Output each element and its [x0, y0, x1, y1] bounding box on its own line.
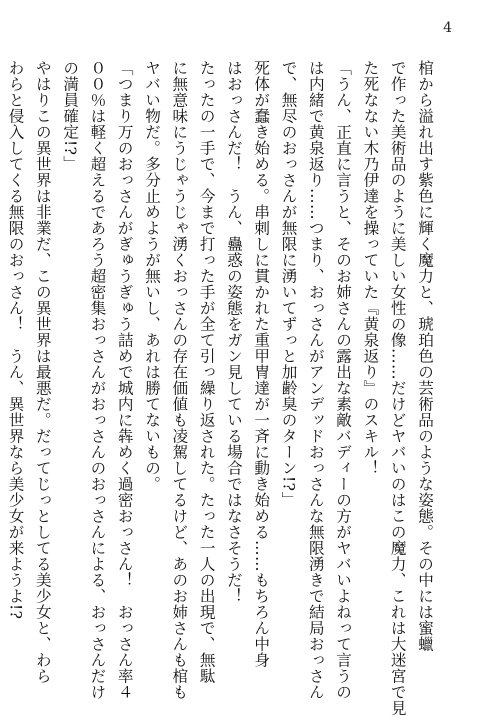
vertical-text-body — [0, 60, 438, 716]
text-line: ヤバい物だ。多分止めようが無いし、あれは勝てないもの。 — [143, 60, 162, 492]
text-line: ００％は軽く超えるであろう超密集おっさんがおっさんのおっさんによる、おっさんだけ — [88, 60, 107, 700]
text-line: で、無尽のおっさんが無限に湧いてずっと加齢臭のターン!?」 — [279, 60, 298, 508]
text-line: で作った美術品のように美しい女性の像……だけどヤバいのはこの魔力、これは大迷宮で見 — [388, 60, 407, 716]
text-line: わらと侵入してくる無限のおっさん！ うん、異世界なら美少女が来ようよ!? — [6, 60, 25, 620]
text-line: た死なない木乃伊達を操っていた『黄泉返り』のスキル！ — [361, 60, 380, 476]
text-line: 「つまり万のおっさんがぎゅうぎゅう詰めで城内に犇めく過密おっさん！ おっさん率４ — [115, 60, 134, 700]
text-line: 死体が蠢き始める。串刺しに貫かれた重甲冑達が一斉に動き始める……もちろん中身 — [252, 60, 271, 668]
text-line: は内緒で黄泉返り……つまり、おっさんがアンデッドおっさんな無限湧きで結局おっさん — [306, 60, 325, 700]
text-line: に無意味にうじゃうじゃ湧くおっさんの存在価値も凌駕してるけど、あのお姉さんも棺も — [170, 60, 189, 700]
text-line: たったの一手で、今まで打った手が全て引っ繰り返された。たった一人の出現で、無駄 — [197, 60, 216, 684]
text-line: の満員確定!?」 — [61, 60, 80, 172]
text-line: 棺から溢れ出す紫色に輝く魔力と、琥珀色の芸術品のような姿態。その中には蜜蠟 — [416, 60, 434, 652]
text-line: 「うん、正直に言うと、そのお姉さんの露出な素敵バディーの方がヤバいよねって言うの — [334, 60, 353, 700]
text-line: やはりこの異世界は非業だ、この異世界は最悪だ。だってじっとしてる美少女と、わら — [33, 60, 52, 684]
page-number: 4 — [443, 20, 452, 36]
text-line: はおっさんだ！ うん、蠱惑の姿態をガン見している場合ではなさそうだ！ — [224, 60, 243, 604]
